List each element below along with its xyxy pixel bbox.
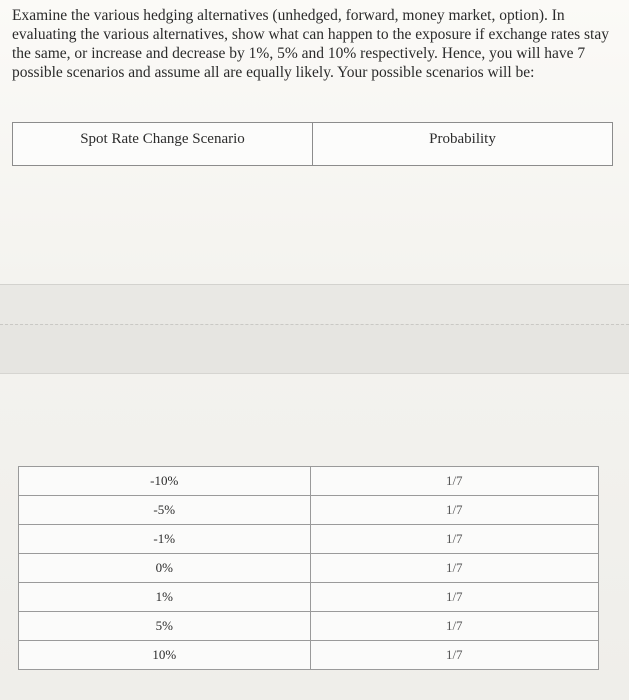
probability-cell: 1/7 [310,612,599,641]
header-spot-rate-change: Spot Rate Change Scenario [80,131,245,147]
probability-cell: 1/7 [310,641,599,670]
table-row [19,612,599,641]
blank-band [0,324,629,374]
probability-cell: 1/7 [310,525,599,554]
scenario-header-table [12,122,613,166]
scenario-cell: 0% [19,554,311,583]
table-row [19,525,599,554]
blank-band [0,284,629,325]
scenario-cell: -1% [19,525,311,554]
scenario-cell: -10% [19,467,311,496]
probability-cell: 1/7 [310,467,599,496]
probability-cell: 1/7 [310,554,599,583]
header-probability: Probability [312,123,612,165]
scenario-cell: 5% [19,612,311,641]
instructions-paragraph: Examine the various hedging alternatives (unhedged, forward, money market, option). In evaluating the various alternatives, show what can happen to the exposure if exchange rates stay the same, or increase and decrease by 1%, 5% and 10% respectively. Hence, you will have 7 possible scenarios and assume all are equally likely. Your possible scenarios will be: [12,7,609,81]
table-row [19,554,599,583]
probability-cell: 1/7 [310,496,599,525]
scenario-cell: 1% [19,583,311,612]
table-row [19,496,599,525]
scenario-cell: 10% [19,641,311,670]
probability-cell: 1/7 [310,583,599,612]
scenario-cell: -5% [19,496,311,525]
table-row [19,467,599,496]
table-row [19,641,599,670]
scenario-table [18,466,599,670]
table-row [19,583,599,612]
